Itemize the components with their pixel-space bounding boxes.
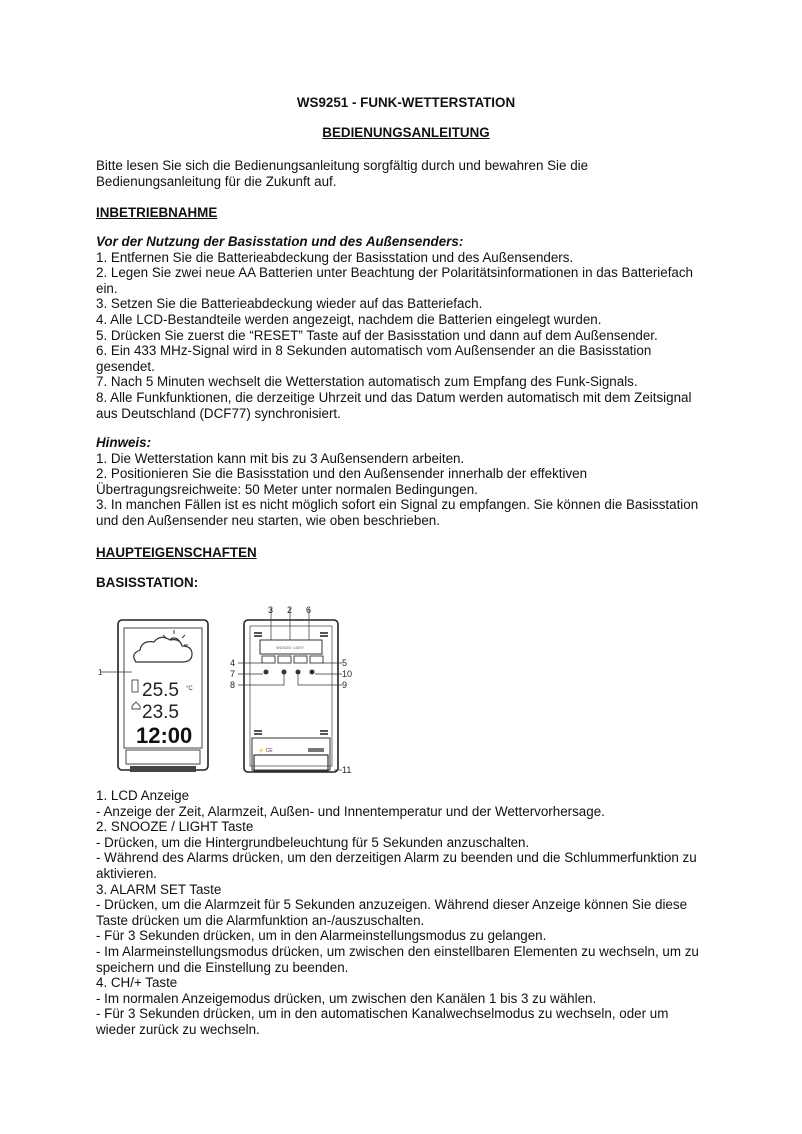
callout-7: 7 <box>230 669 236 679</box>
intro-line: Bedienungsanleitung für die Zukunft auf. <box>96 173 337 189</box>
callout-4: 4 <box>230 658 236 668</box>
setup-line: 1. Entfernen Sie die Batterieabdeckung der Basisstation und des Außensenders. <box>96 249 574 265</box>
setup-line: 4. Alle LCD-Bestandteile werden angezeigt, nachdem die Batterien eingelegt wurden. <box>96 311 602 327</box>
feature-line: - Drücken, um die Hintergrundbeleuchtung für 5 Sekunden anzuschalten. <box>96 834 530 850</box>
feature-line: - Für 3 Sekunden drücken, um in den automatischen Kanalwechselmodus zu wechseln, oder um <box>96 1006 669 1022</box>
feature-line: speichern und die Einstellung zu beenden. <box>96 959 349 975</box>
callout-11: 11 <box>342 765 352 775</box>
base-station-front-illustration <box>96 600 236 780</box>
feature-list <box>96 788 716 1038</box>
intro-paragraph <box>96 158 716 189</box>
feature-line: - Im normalen Anzeigemodus drücken, um zwischen den Kanälen 1 bis 3 zu wählen. <box>96 990 597 1006</box>
setup-line: ein. <box>96 280 118 296</box>
setup-instructions <box>96 234 716 421</box>
callout-6: 6 <box>306 605 312 615</box>
feature-line: - Drücken, um die Alarmzeit für 5 Sekunden anzuzeigen. Während dieser Anzeige können Sie diese <box>96 897 688 913</box>
setup-line: 5. Drücken Sie zuerst die “RESET” Taste auf der Basisstation und dann auf dem Außensender. <box>96 327 658 343</box>
callout-5: 5 <box>342 658 348 668</box>
note-line: und den Außensender neu starten, wie oben beschrieben. <box>96 512 440 528</box>
feature-line: - Für 3 Sekunden drücken, um in den Alarmeinstellungsmodus zu gelangen. <box>96 928 547 944</box>
feature-line: 2. SNOOZE / LIGHT Taste <box>96 819 254 835</box>
feature-line: - Im Alarmeinstellungsmodus drücken, um zwischen den einstellbaren Elementen zu wechseln, um zu <box>96 943 699 959</box>
snooze-light-label: SNOOZE / LIGHT <box>276 646 305 650</box>
svg-text:⚡ CE: ⚡ CE <box>258 748 273 754</box>
unit-label: °C <box>186 686 193 692</box>
callout-3: 3 <box>268 605 274 615</box>
callout-1: 1 <box>98 668 103 677</box>
callout-10: 10 <box>342 669 353 679</box>
note-line: 2. Positionieren Sie die Basisstation und den Außensender innerhalb der effektiven <box>96 466 588 482</box>
note-line: 3. In manchen Fällen ist es nicht möglich sofort ein Signal zu empfangen. Sie können die Basisstation <box>96 497 699 513</box>
base-station-back-illustration <box>230 600 360 780</box>
setup-subheading: Vor der Nutzung der Basisstation und des Außensenders: <box>96 234 464 249</box>
outdoor-temperature: 25.5 <box>142 680 179 701</box>
note-line: 1. Die Wetterstation kann mit bis zu 3 Außensendern arbeiten. <box>96 450 465 466</box>
setup-line: aus Deutschland (DCF77) synchronisiert. <box>96 405 341 421</box>
setup-line: 2. Legen Sie zwei neue AA Batterien unter Beachtung der Polaritätsinformationen in das Batteriefach <box>96 265 694 281</box>
section-heading-inbetriebnahme: INBETRIEBNAHME <box>96 205 218 220</box>
section-heading-haupteigenschaften: HAUPTEIGENSCHAFTEN <box>96 545 257 560</box>
setup-line: 8. Alle Funkfunktionen, die derzeitige Uhrzeit und das Datum werden automatisch mit dem Zeitsignal <box>96 389 692 405</box>
note-line: Übertragungsreichweite: 50 Meter unter normalen Bedingungen. <box>96 481 478 497</box>
intro-line: Bitte lesen Sie sich die Bedienungsanleitung sorgfältig durch und bewahren Sie die <box>96 158 589 173</box>
note-section <box>96 435 716 529</box>
setup-line: 6. Ein 433 MHz-Signal wird in 8 Sekunden automatisch vom Außensender an die Basisstation <box>96 343 652 359</box>
document-title: WS9251 - FUNK-WETTERSTATION <box>296 95 516 110</box>
note-heading: Hinweis: <box>96 435 152 450</box>
feature-line: 4. CH/+ Taste <box>96 975 178 991</box>
callout-8: 8 <box>230 680 236 690</box>
indoor-temperature: 23.5 <box>142 702 179 723</box>
feature-line: Taste drücken um die Alarmfunktion an-/auszuschalten. <box>96 912 425 928</box>
feature-line: 3. ALARM SET Taste <box>96 881 222 897</box>
clock-time: 12:00 <box>136 723 193 748</box>
basisstation-heading: BASISSTATION: <box>96 575 199 590</box>
feature-line: - Während des Alarms drücken, um den derzeitigen Alarm zu beenden und die Schlummerfunktion zu <box>96 850 697 866</box>
callout-2: 2 <box>287 605 293 615</box>
feature-line: 1. LCD Anzeige <box>96 788 190 803</box>
setup-line: 3. Setzen Sie die Batterieabdeckung wieder auf das Batteriefach. <box>96 296 483 312</box>
callout-9: 9 <box>342 680 348 690</box>
setup-line: 7. Nach 5 Minuten wechselt die Wetterstation automatisch zum Empfang des Funk-Signals. <box>96 374 638 390</box>
feature-line: aktivieren. <box>96 865 158 881</box>
feature-line: wieder zurück zu wechseln. <box>96 1021 260 1037</box>
feature-line: - Anzeige der Zeit, Alarmzeit, Außen- und Innentemperatur und der Wettervorhersage. <box>96 803 605 819</box>
setup-line: gesendet. <box>96 358 155 374</box>
document-subtitle: BEDIENUNGSANLEITUNG <box>322 125 490 140</box>
